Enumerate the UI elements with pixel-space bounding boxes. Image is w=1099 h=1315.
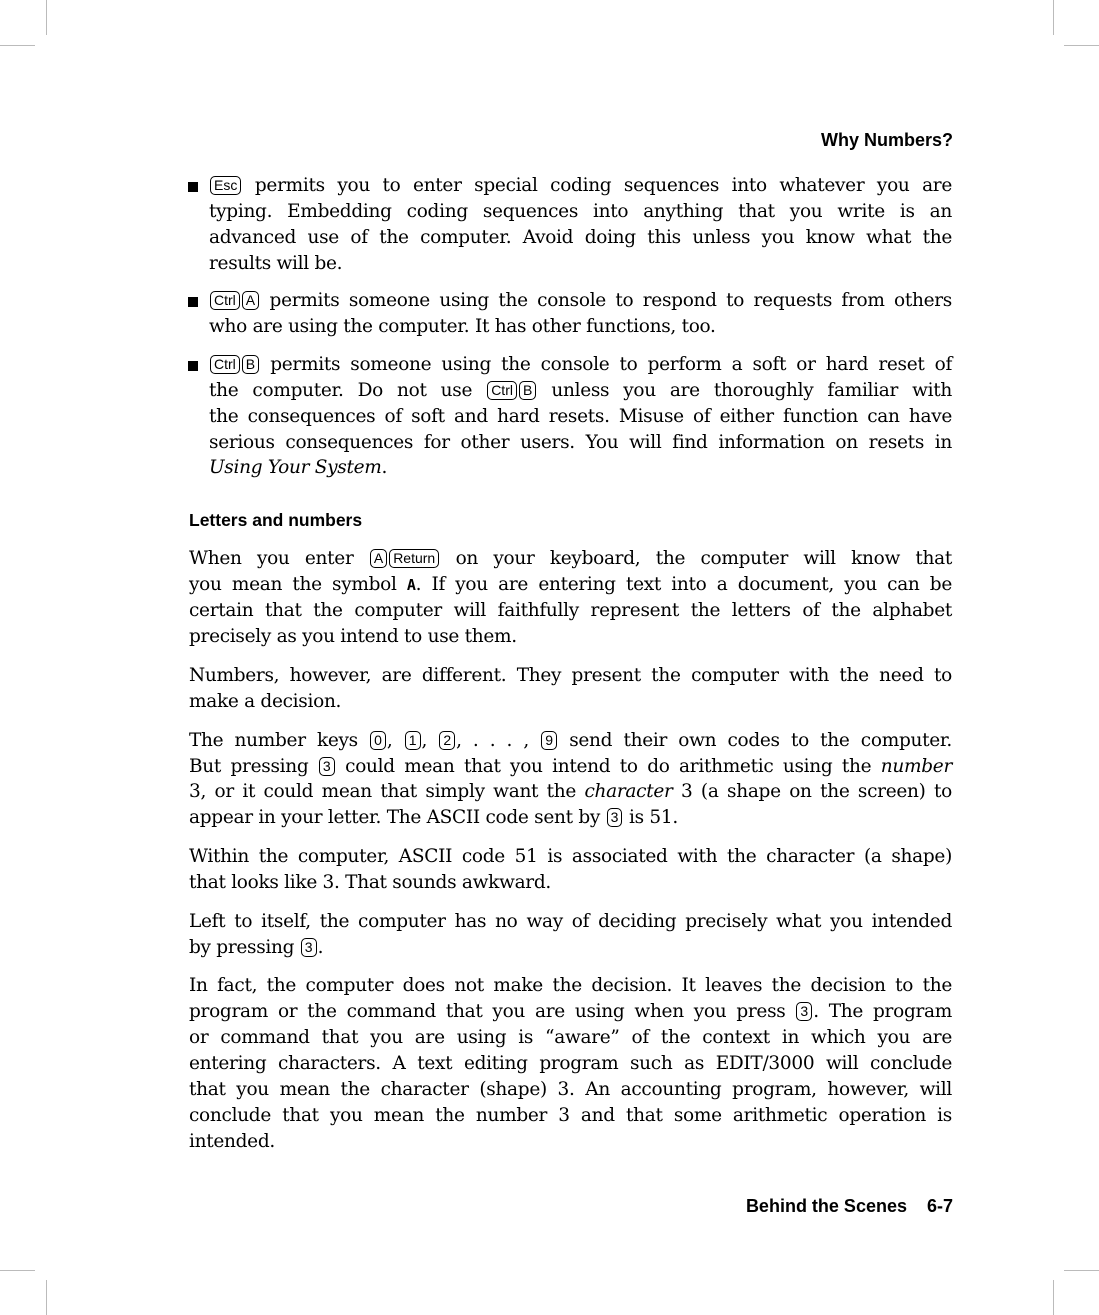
text-run: who are using the computer. It has other functions, too. bbox=[209, 316, 716, 337]
keycap-3: 3 bbox=[301, 938, 317, 957]
keycap-a: A bbox=[370, 549, 387, 568]
text-line bbox=[209, 456, 387, 480]
footer-label: Behind the Scenes bbox=[745, 1196, 907, 1216]
text-run: make a decision. bbox=[189, 691, 342, 712]
text-line bbox=[189, 664, 952, 688]
text-run: Numbers, however, are different. They present the computer with the need to bbox=[189, 665, 952, 686]
text-run: entering characters. A text editing program such as EDIT/3000 will conclude bbox=[189, 1053, 952, 1074]
bullet-icon bbox=[188, 297, 198, 307]
text-run: the consequences of soft and hard resets. Misuse of either function can have bbox=[209, 406, 952, 427]
running-header: Why Numbers? bbox=[820, 130, 953, 150]
crop-mark bbox=[1053, 0, 1054, 35]
symbol-text: A bbox=[406, 576, 416, 594]
text-line bbox=[209, 379, 952, 403]
text-line bbox=[209, 174, 952, 198]
keycap-3: 3 bbox=[607, 808, 623, 827]
keycap-3: 3 bbox=[319, 757, 335, 776]
text-run: program or the command that you are using when you press bbox=[189, 1001, 796, 1022]
running-footer bbox=[746, 1196, 953, 1217]
keycap-esc: Esc bbox=[210, 176, 241, 195]
text-run: advanced use of the computer. Avoid doing this unless you know what the bbox=[209, 227, 952, 248]
text-run: on your keyboard, the computer will know that bbox=[440, 548, 953, 569]
text-line bbox=[209, 289, 952, 313]
text-run: certain that the computer will faithfully represent the letters of the alphabet bbox=[189, 600, 952, 621]
text-line bbox=[189, 1104, 952, 1128]
text-run: . bbox=[317, 937, 324, 958]
text-line bbox=[189, 573, 952, 597]
section-heading: Letters and numbers bbox=[189, 510, 363, 530]
text-run: by pressing bbox=[189, 937, 300, 958]
text-line bbox=[209, 252, 342, 276]
keycap-a: A bbox=[242, 291, 259, 310]
text-run: . If you are entering text into a document, you can be bbox=[415, 574, 952, 595]
text-line bbox=[209, 226, 952, 250]
text-run: or command that you are using is “aware” of the context in which you are bbox=[189, 1027, 952, 1048]
keycap-1: 1 bbox=[405, 731, 421, 750]
keycap-3: 3 bbox=[796, 1002, 812, 1021]
text-run: The number keys bbox=[189, 730, 370, 751]
text-line bbox=[189, 729, 952, 753]
text-run: send their own codes to the computer. bbox=[557, 730, 952, 751]
text-run: Left to itself, the computer has no way of deciding precisely what you intended bbox=[189, 911, 952, 932]
keycap-b: B bbox=[519, 381, 536, 400]
text-run: . The program bbox=[813, 1001, 952, 1022]
crop-mark bbox=[1064, 1270, 1099, 1271]
text-run: , bbox=[421, 730, 439, 751]
text-line bbox=[189, 755, 952, 779]
keycap-9: 9 bbox=[541, 731, 557, 750]
text-run: the computer. Do not use bbox=[209, 380, 487, 401]
text-run: serious consequences for other users. You will find information on resets in bbox=[209, 432, 952, 453]
text-run: that looks like 3. That sounds awkward. bbox=[189, 872, 551, 893]
text-run: 3, or it could mean that simply want the bbox=[189, 781, 585, 802]
text-line bbox=[209, 353, 952, 377]
text-line bbox=[189, 599, 952, 623]
keycap-ctrl: Ctrl bbox=[210, 355, 240, 374]
text-run: In fact, the computer does not make the decision. It leaves the decision to the bbox=[189, 975, 952, 996]
text-run: permits you to enter special coding sequences into whatever you are bbox=[242, 175, 952, 196]
text-run: could mean that you intend to do arithmetic using the bbox=[335, 756, 881, 777]
text-line bbox=[189, 780, 952, 804]
text-run: , . . . , bbox=[456, 730, 541, 751]
keycap-return: Return bbox=[389, 549, 439, 568]
text-run: typing. Embedding coding sequences into anything that you write is an bbox=[209, 201, 952, 222]
text-run: , bbox=[386, 730, 404, 751]
text-line bbox=[189, 1026, 952, 1050]
keycap-b: B bbox=[242, 355, 259, 374]
text-line bbox=[189, 871, 551, 895]
text-line bbox=[209, 200, 952, 224]
keycap-2: 2 bbox=[439, 731, 455, 750]
bullet-icon bbox=[188, 361, 198, 371]
text-line bbox=[189, 690, 341, 714]
text-run: intended. bbox=[189, 1131, 275, 1152]
crop-mark bbox=[46, 0, 47, 35]
text-run: results will be. bbox=[209, 253, 343, 274]
italic-text: Using Your System bbox=[209, 457, 382, 478]
keycap-ctrl: Ctrl bbox=[487, 381, 517, 400]
text-line bbox=[189, 625, 517, 649]
text-line bbox=[189, 910, 952, 934]
italic-text: number bbox=[880, 756, 952, 777]
text-run: unless you are thoroughly familiar with bbox=[537, 380, 953, 401]
text-run: . bbox=[381, 457, 388, 478]
text-line bbox=[189, 1052, 952, 1076]
crop-mark bbox=[0, 1270, 35, 1271]
text-run: is 51. bbox=[623, 807, 678, 828]
text-run: conclude that you mean the number 3 and that some arithmetic operation is bbox=[189, 1105, 952, 1126]
keycap-ctrl: Ctrl bbox=[210, 291, 240, 310]
text-run: appear in your letter. The ASCII code sent by bbox=[189, 807, 606, 828]
text-run: permits someone using the console to respond to requests from others bbox=[260, 290, 952, 311]
text-line bbox=[189, 974, 952, 998]
crop-mark bbox=[1064, 45, 1099, 46]
page-number: 6-7 bbox=[926, 1196, 953, 1216]
text-line bbox=[189, 1130, 275, 1154]
text-line bbox=[189, 806, 678, 830]
crop-mark bbox=[1053, 1280, 1054, 1315]
text-line bbox=[189, 547, 952, 571]
crop-mark bbox=[0, 45, 35, 46]
text-run: permits someone using the console to perform a soft or hard reset of bbox=[260, 354, 952, 375]
text-line bbox=[189, 845, 952, 869]
text-run: you mean the symbol bbox=[189, 574, 407, 595]
text-run: Within the computer, ASCII code 51 is associated with the character (a shape) bbox=[189, 846, 952, 867]
crop-mark bbox=[46, 1280, 47, 1315]
bullet-icon bbox=[188, 182, 198, 192]
text-run: 3 (a shape on the screen) to bbox=[672, 781, 952, 802]
text-line bbox=[209, 315, 716, 339]
text-line bbox=[209, 405, 952, 429]
text-line bbox=[209, 431, 952, 455]
text-run: precisely as you intend to use them. bbox=[189, 626, 517, 647]
text-run: But pressing bbox=[189, 756, 318, 777]
italic-text: character bbox=[584, 781, 673, 802]
text-run: When you enter bbox=[189, 548, 369, 569]
text-run: that you mean the character (shape) 3. An accounting program, however, will bbox=[189, 1079, 952, 1100]
text-line bbox=[189, 936, 323, 960]
text-line bbox=[189, 1078, 952, 1102]
text-line bbox=[189, 1000, 952, 1024]
keycap-0: 0 bbox=[370, 731, 386, 750]
